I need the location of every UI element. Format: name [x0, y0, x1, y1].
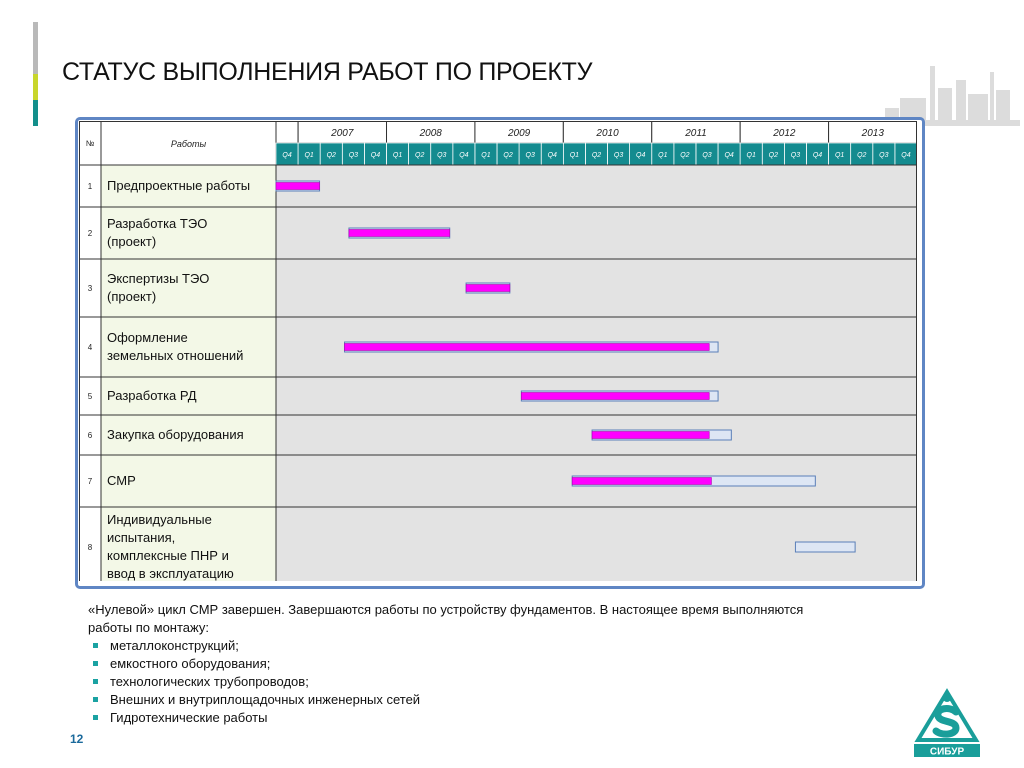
gantt-chart: [79, 121, 917, 581]
logo-text: СИБУР: [929, 746, 965, 758]
page-title: СТАТУС ВЫПОЛНЕНИЯ РАБОТ ПО ПРОЕКТУ: [62, 58, 593, 86]
quarter-label: Q1: [658, 152, 668, 159]
row-work-label: Разработка РД: [107, 388, 197, 403]
actual-bar: [349, 230, 450, 237]
row-work-label: (проект): [107, 289, 157, 304]
actual-bar: [572, 478, 711, 485]
quarter-label: Q1: [569, 152, 580, 159]
actual-bar: [592, 432, 709, 439]
notes-bullet: Внешних и внутриплощадочных инженерных сетей: [110, 691, 848, 709]
quarter-label: Q2: [415, 152, 425, 159]
row-work-label: Экспертизы ТЭО: [107, 271, 210, 286]
actual-bar: [345, 344, 710, 351]
notes-intro: «Нулевой» цикл СМР завершен. Завершаются работы по устройству фундаментов. В настоящее время выполняются работы по монтажу:: [88, 602, 804, 635]
row-work-label: (проект): [107, 234, 157, 249]
notes-bullet: Гидротехнические работы: [110, 709, 848, 727]
quarter-label: Q3: [879, 152, 889, 159]
row-number: 3: [87, 284, 93, 293]
quarter-label: Q4: [370, 152, 381, 159]
row-work-label: Закупка оборудования: [107, 427, 244, 442]
sibur-logo-icon: [912, 688, 982, 758]
quarter-label: Q2: [503, 152, 513, 159]
row-work-label: Оформление: [107, 330, 188, 345]
notes-bullet: металлоконструкций;: [110, 637, 848, 655]
row-chart-cell: [276, 165, 917, 207]
quarter-label: Q4: [282, 152, 292, 159]
row-work-cell: [101, 317, 276, 377]
row-work-label: испытания,: [107, 530, 176, 545]
year-label: 2009: [508, 128, 531, 139]
actual-bar: [521, 393, 709, 400]
actual-bar: [466, 285, 510, 292]
quarter-label: Q1: [392, 152, 403, 159]
quarter-label: Q1: [746, 152, 756, 159]
row-work-label: земельных отношений: [107, 348, 244, 363]
row-work-cell: [101, 207, 276, 259]
quarter-label: Q1: [834, 152, 845, 159]
row-number: 7: [87, 477, 93, 486]
row-number: 2: [87, 229, 93, 238]
quarter-label: Q2: [857, 152, 867, 159]
row-number: 1: [87, 182, 93, 191]
year-label: 2010: [596, 128, 619, 139]
accent-bar-gray: [33, 22, 38, 74]
quarter-label: Q4: [636, 152, 646, 159]
quarter-label: Q2: [768, 152, 778, 159]
accent-bar-lime: [33, 74, 38, 100]
quarter-label: Q3: [348, 152, 359, 159]
quarter-label: Q4: [812, 152, 823, 159]
notes-bullet: емкостного оборудования;: [110, 655, 848, 673]
quarter-label: Q1: [481, 152, 491, 159]
year-label: 2007: [331, 128, 354, 139]
quarter-label: Q3: [790, 152, 801, 159]
quarter-label: Q4: [547, 152, 557, 159]
row-work-label: СМР: [107, 473, 136, 488]
row-work-label: комплексные ПНР и: [107, 548, 229, 563]
quarter-label: Q3: [525, 152, 535, 159]
year-cell: [276, 121, 298, 143]
status-notes: [88, 601, 848, 727]
row-work-label: Индивидуальные: [107, 512, 212, 527]
row-work-label: Разработка ТЭО: [107, 216, 208, 231]
quarter-label: Q3: [702, 152, 712, 159]
quarter-label: Q2: [591, 152, 602, 159]
quarter-label: Q4: [901, 152, 911, 159]
year-label: 2008: [419, 128, 442, 139]
column-header-works: Работы: [170, 139, 207, 149]
quarter-label: Q1: [304, 152, 314, 159]
quarter-label: Q4: [459, 152, 469, 159]
quarter-label: Q3: [613, 152, 624, 159]
page-number: 12: [70, 732, 84, 746]
year-label: 2012: [773, 128, 796, 139]
row-number: 5: [87, 392, 93, 401]
actual-bar: [276, 183, 320, 190]
notes-bullet-list: [88, 637, 848, 727]
year-label: 2013: [861, 128, 884, 139]
year-label: 2011: [685, 128, 707, 139]
notes-bullet: технологических трубопроводов;: [110, 673, 848, 691]
column-header-number: №: [85, 139, 95, 148]
row-number: 8: [87, 543, 93, 552]
row-work-label: ввод в эксплуатацию: [107, 566, 234, 581]
accent-bar-teal: [33, 100, 38, 126]
quarter-label: Q4: [724, 152, 734, 159]
row-chart-cell: [276, 259, 917, 317]
quarter-label: Q2: [326, 152, 336, 159]
row-work-label: Предпроектные работы: [107, 178, 251, 193]
row-number: 6: [87, 431, 93, 440]
quarter-label: Q3: [437, 152, 447, 159]
row-number: 4: [87, 343, 93, 352]
quarter-label: Q2: [680, 152, 690, 159]
row-work-cell: [101, 259, 276, 317]
planned-bar: [795, 542, 855, 552]
